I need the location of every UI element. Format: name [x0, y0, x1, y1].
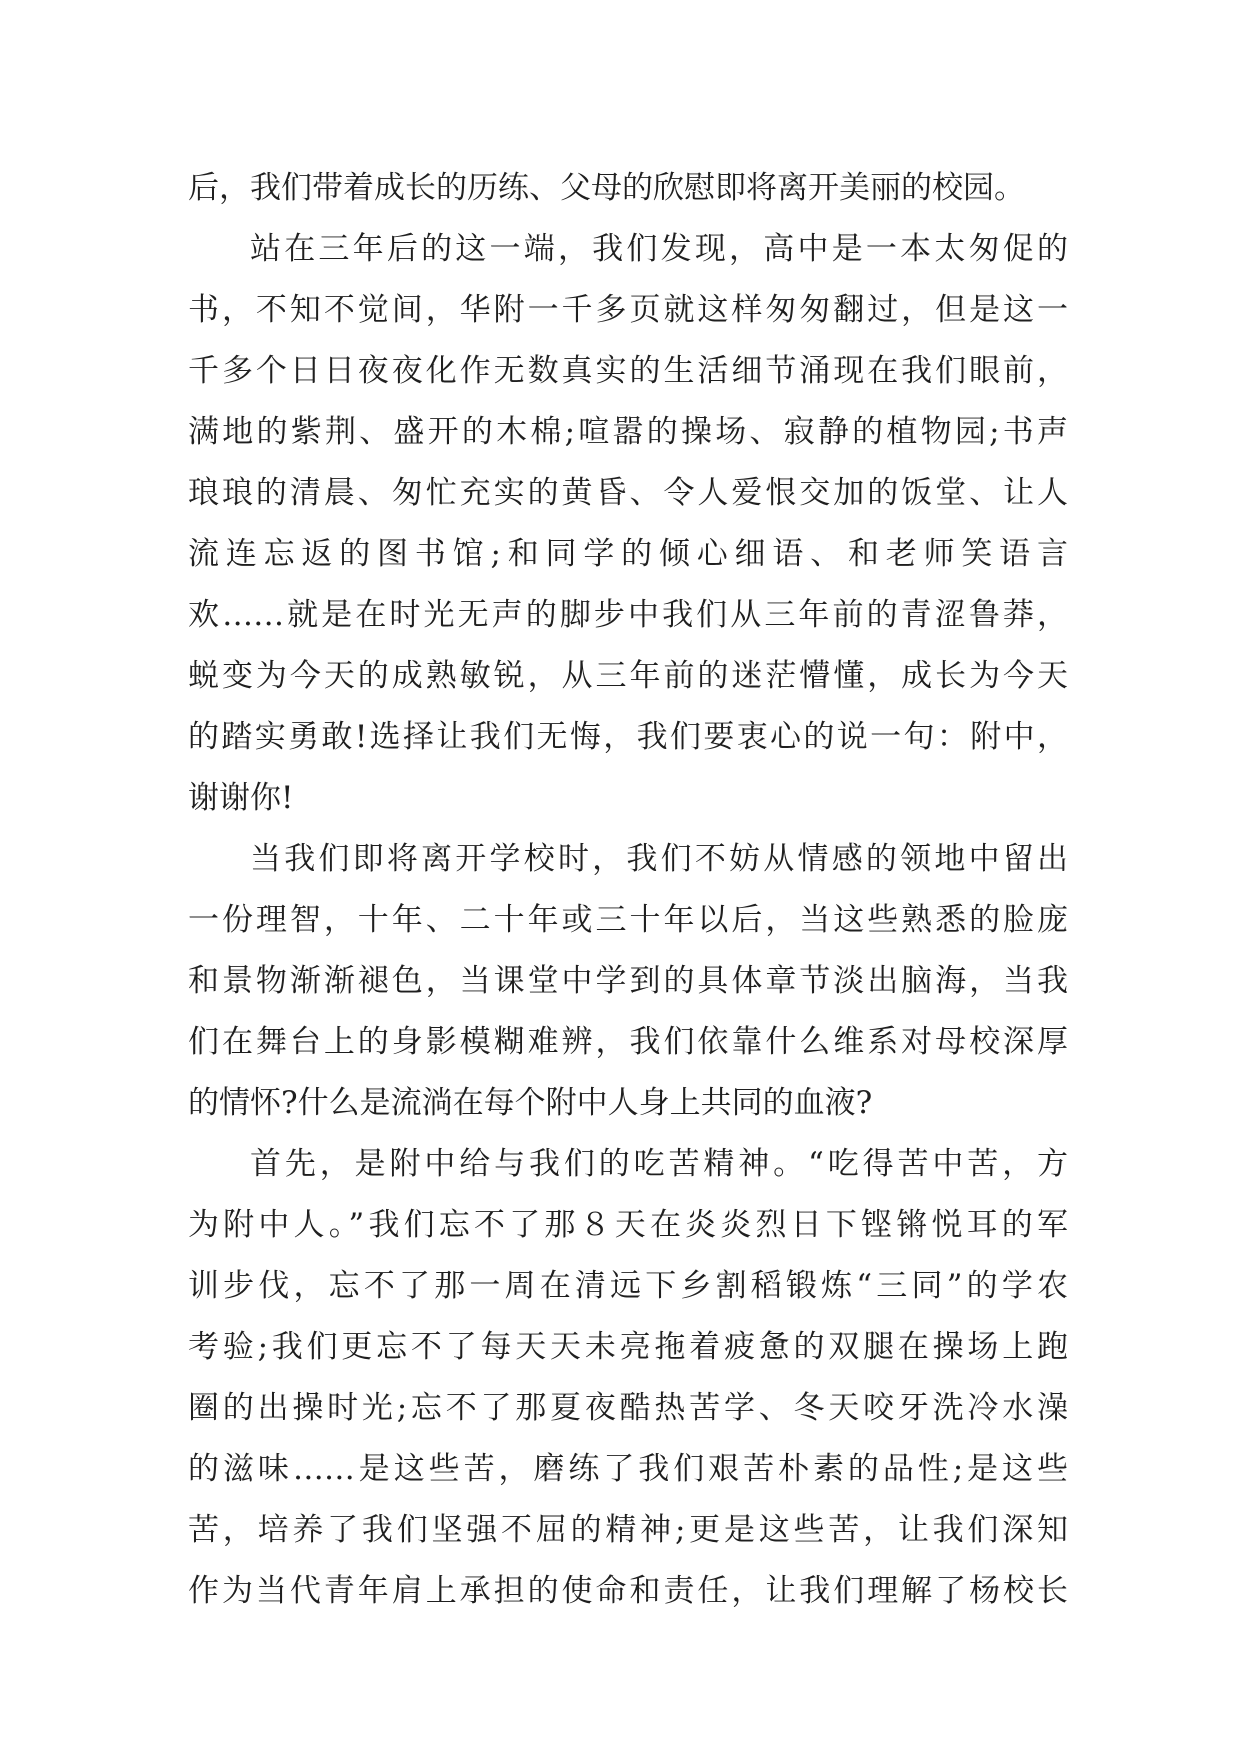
- text-line: 训步伐，忘不了那一周在清远下乡割稻锻炼“三同”的学农: [188, 1268, 1068, 1304]
- text-line: 书，不知不觉间，华附一千多页就这样匆匆翻过，但是这一: [188, 292, 1068, 328]
- text-line: 千多个日日夜夜化作无数真实的生活细节涌现在我们眼前，: [188, 353, 1068, 389]
- text-line: 的踏实勇敢!选择让我们无悔，我们要衷心的说一句：附中，: [188, 719, 1068, 755]
- body-text: [188, 158, 1068, 1622]
- text-line: 蜕变为今天的成熟敏锐，从三年前的迷茫懵懂，成长为今天: [188, 658, 1068, 694]
- text-line: 欢……就是在时光无声的脚步中我们从三年前的青涩鲁莽，: [188, 597, 1068, 633]
- text-line: 考验;我们更忘不了每天天未亮拖着疲惫的双腿在操场上跑: [188, 1329, 1068, 1365]
- text-line: 苦，培养了我们坚强不屈的精神;更是这些苦，让我们深知: [188, 1512, 1068, 1548]
- text-line-paragraph-start: 站在三年后的这一端，我们发现，高中是一本太匆促的: [250, 231, 1068, 267]
- text-line: 的滋味……是这些苦，磨练了我们艰苦朴素的品性;是这些: [188, 1451, 1068, 1487]
- text-line: 谢谢你!: [188, 780, 294, 816]
- text-line: 满地的紫荆、盛开的木棉;喧嚣的操场、寂静的植物园;书声: [188, 414, 1068, 450]
- text-line: 作为当代青年肩上承担的使命和责任，让我们理解了杨校长: [188, 1573, 1068, 1609]
- text-line: 们在舞台上的身影模糊难辨，我们依靠什么维系对母校深厚: [188, 1024, 1068, 1060]
- text-line: 和景物渐渐褪色，当课堂中学到的具体章节淡出脑海，当我: [188, 963, 1068, 999]
- text-line: 为附中人。”我们忘不了那８天在炎炎烈日下铿锵悦耳的军: [188, 1207, 1068, 1243]
- text-line: 琅琅的清晨、匆忙充实的黄昏、令人爱恨交加的饭堂、让人: [188, 475, 1068, 511]
- text-line: 一份理智，十年、二十年或三十年以后，当这些熟悉的脸庞: [188, 902, 1068, 938]
- text-line: 的情怀?什么是流淌在每个附中人身上共同的血液?: [188, 1085, 873, 1121]
- text-line-paragraph-start: 当我们即将离开学校时，我们不妨从情感的领地中留出: [250, 841, 1068, 877]
- text-line: 流连忘返的图书馆;和同学的倾心细语、和老师笑语言: [188, 536, 1068, 572]
- text-line: 圈的出操时光;忘不了那夏夜酷热苦学、冬天咬牙洗冷水澡: [188, 1390, 1068, 1426]
- text-line: 后，我们带着成长的历练、父母的欣慰即将离开美丽的校园。: [188, 170, 1025, 206]
- text-line-paragraph-start: 首先，是附中给与我们的吃苦精神。“吃得苦中苦，方: [250, 1146, 1068, 1182]
